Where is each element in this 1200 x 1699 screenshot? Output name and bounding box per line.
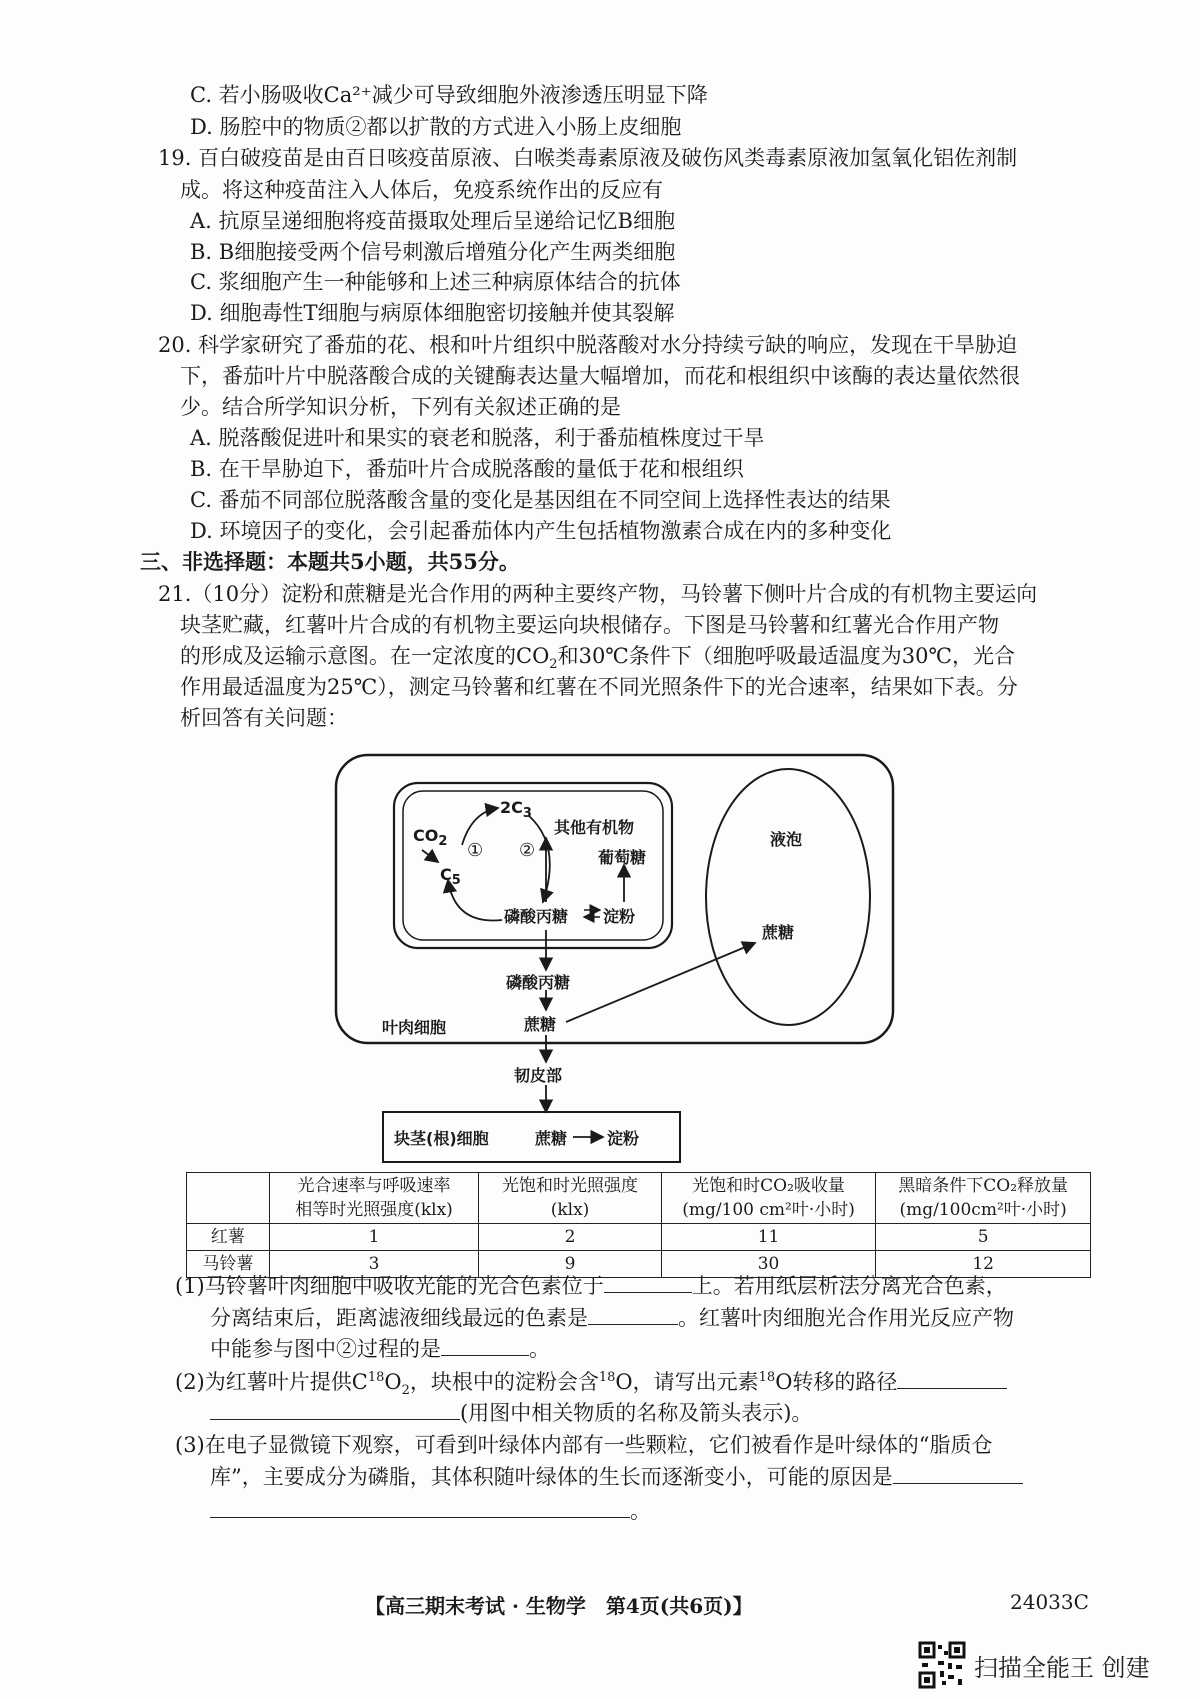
q21-sub2-line2: (用图中相关物质的名称及箭头表示)。 — [210, 1397, 812, 1428]
q20-stem-line3: 少。结合所学知识分析，下列有关叙述正确的是 — [180, 395, 621, 419]
table-row-name: 红薯 — [187, 1224, 270, 1251]
table-cell: 30 — [661, 1251, 876, 1278]
table-cell: 11 — [661, 1224, 876, 1251]
table-cell: 3 — [269, 1251, 478, 1278]
q19-option-c: C. 浆细胞产生一种能够和上述三种病原体结合的抗体 — [190, 270, 681, 294]
table-row — [187, 1224, 1091, 1251]
label-co2: $CO_2$ — [413, 826, 448, 850]
q21-stem-line2: 块茎贮藏，红薯叶片合成的有机物主要运向块根储存。下图是马铃薯和红薯光合作用产物 — [180, 613, 999, 637]
label-glucose: 葡萄糖 — [598, 848, 647, 867]
label-starch-inner: 淀粉 — [603, 907, 636, 926]
q21-sub1-line2: 分离结束后，距离滤液细线最远的色素是 。红薯叶肉细胞光合作用光反应产物 — [210, 1302, 1014, 1333]
label-2c3: $2C_3$ — [500, 798, 532, 822]
table-header-row — [187, 1173, 1091, 1224]
q21-stem-line1: 21.（10分）淀粉和蔗糖是光合作用的两种主要终产物，马铃薯下侧叶片合成的有机物主要运向 — [158, 582, 1038, 606]
q19-option-d: D. 细胞毒性T细胞与病原体细胞密切接触并使其裂解 — [190, 301, 675, 325]
q19-option-b: B. B细胞接受两个信号刺激后增殖分化产生两类细胞 — [190, 240, 676, 264]
label-mesophyll-cell: 叶肉细胞 — [382, 1018, 447, 1037]
q21-stem-line4: 作用最适温度为25℃），测定马铃薯和红薯在不同光照条件下的光合速率，结果如下表。分 — [180, 675, 1018, 699]
footer-title: 【高三期末考试 · 生物学 第4页(共6页)】 — [365, 1594, 753, 1618]
co2-arrow — [422, 850, 438, 862]
table-cell: 1 — [269, 1224, 478, 1251]
scanner-watermark — [918, 1640, 1188, 1690]
q18-option-c: C. 若小肠吸收Ca²⁺减少可导致细胞外液渗透压明显下降 — [190, 83, 708, 107]
q21-sub1-line3: 中能参与图中②过程的是 。 — [210, 1333, 550, 1364]
label-sucrose-cytosol: 蔗糖 — [524, 1015, 557, 1034]
table-cell: 2 — [479, 1224, 662, 1251]
label-vacuole: 液泡 — [770, 830, 803, 849]
watermark-text: 扫描全能王 创建 — [974, 1654, 1150, 1682]
q20-option-a: A. 脱落酸促进叶和果实的衰老和脱落，利于番茄植株度过干旱 — [190, 426, 765, 450]
label-phloem: 韧皮部 — [514, 1066, 563, 1085]
table-cell: 12 — [876, 1251, 1091, 1278]
photosynthesis-table — [186, 1172, 1091, 1278]
q21-sub3-line2: 库”，主要成分为磷脂，其体积随叶绿体的生长而逐渐变小，可能的原因是 — [210, 1461, 1023, 1492]
label-sucrose-vacuole: 蔗糖 — [762, 923, 795, 942]
q20-option-b: B. 在干旱胁迫下，番茄叶片合成脱落酸的量低于花和根组织 — [190, 457, 744, 481]
vacuole-outline — [706, 769, 870, 1025]
answer-blank[interactable] — [588, 1302, 678, 1325]
table-header-blank — [187, 1173, 270, 1224]
table-header-co2-uptake: 光饱和时CO₂吸收量 (mg/100 cm²叶·小时) — [661, 1173, 876, 1224]
q21-sub1-line1: (1)马铃薯叶肉细胞中吸收光能的光合色素位于 上。若用纸层析法分离光合色素， — [175, 1270, 1007, 1301]
q20-stem-line2: 下，番茄叶片中脱落酸合成的关键酶表达量大幅增加，而花和根组织中该酶的表达量依然很 — [180, 364, 1020, 388]
label-tuber-cell: 块茎(根)细胞 — [394, 1129, 489, 1148]
q20-stem-line1: 20. 科学家研究了番茄的花、根和叶片组织中脱落酸对水分持续亏缺的响应，发现在干旱胁迫 — [158, 333, 1018, 357]
table-header-co2-release: 黑暗条件下CO₂释放量 (mg/100cm²叶·小时) — [876, 1173, 1091, 1224]
table-header-compensation-point: 光合速率与呼吸速率 相等时光照强度(klx) — [269, 1173, 478, 1224]
q21-sub3-line1: (3)在电子显微镜下观察，可看到叶绿体内部有一些颗粒，它们被看作是叶绿体的“脂质仓 — [175, 1433, 993, 1457]
label-other-organics: 其他有机物 — [554, 818, 635, 837]
answer-blank[interactable] — [210, 1495, 630, 1518]
q21-stem-line5: 析回答有关问题： — [180, 706, 348, 730]
q19-stem-line1: 19. 百白破疫苗是由百日咳疫苗原液、白喉类毒素原液及破伤风类毒素原液加氢氧化铝佐剂制 — [158, 146, 1018, 170]
q19-option-a: A. 抗原呈递细胞将疫苗摄取处理后呈递给记忆B细胞 — [190, 209, 675, 233]
q18-option-d: D. 肠腔中的物质②都以扩散的方式进入小肠上皮细胞 — [190, 115, 682, 139]
answer-blank[interactable] — [604, 1270, 692, 1293]
footer-code: 24033C — [1010, 1590, 1089, 1614]
qr-code-icon — [918, 1641, 966, 1689]
table-header-saturation-point: 光饱和时光照强度 (klx) — [479, 1173, 662, 1224]
label-c5: $C_5$ — [440, 865, 461, 889]
label-triose-phosphate-cytosol: 磷酸丙糖 — [506, 973, 571, 992]
q19-stem-line2: 成。将这种疫苗注入人体后，免疫系统作出的反应有 — [180, 178, 663, 202]
q21-sub3-line3: 。 — [210, 1495, 651, 1526]
answer-blank[interactable] — [210, 1397, 460, 1420]
label-step1: ① — [467, 840, 484, 861]
table-row-name: 马铃薯 — [187, 1251, 270, 1278]
answer-blank[interactable] — [897, 1366, 1007, 1389]
q20-option-d: D. 环境因子的变化，会引起番茄体内产生包括植物激素合成在内的多种变化 — [190, 519, 892, 543]
answer-blank[interactable] — [441, 1333, 529, 1356]
answer-blank[interactable] — [893, 1461, 1023, 1484]
mesophyll-cell-outline — [336, 755, 893, 1043]
q20-option-c: C. 番茄不同部位脱落酸含量的变化是基因组在不同空间上选择性表达的结果 — [190, 488, 891, 512]
q21-stem-line3: 的形成及运输示意图。在一定浓度的$CO_2$和30℃条件下（细胞呼吸最适温度为30℃，光合 — [180, 644, 1016, 673]
table-cell: 5 — [876, 1224, 1091, 1251]
table-cell: 9 — [479, 1251, 662, 1278]
label-sucrose-tuber: 蔗糖 — [535, 1129, 568, 1148]
label-starch-tuber: 淀粉 — [607, 1129, 640, 1148]
label-step2: ② — [519, 840, 536, 861]
section-3-heading: 三、非选择题：本题共5小题，共55分。 — [140, 549, 520, 574]
q21-sub2-line1: (2)为红薯叶片提供$C^{18}O_2$，块根中的淀粉会含$^{18}$O，请写出元素$^{18}$O转移的路径 — [175, 1366, 1007, 1397]
label-triose-phosphate-inner: 磷酸丙糖 — [504, 907, 569, 926]
